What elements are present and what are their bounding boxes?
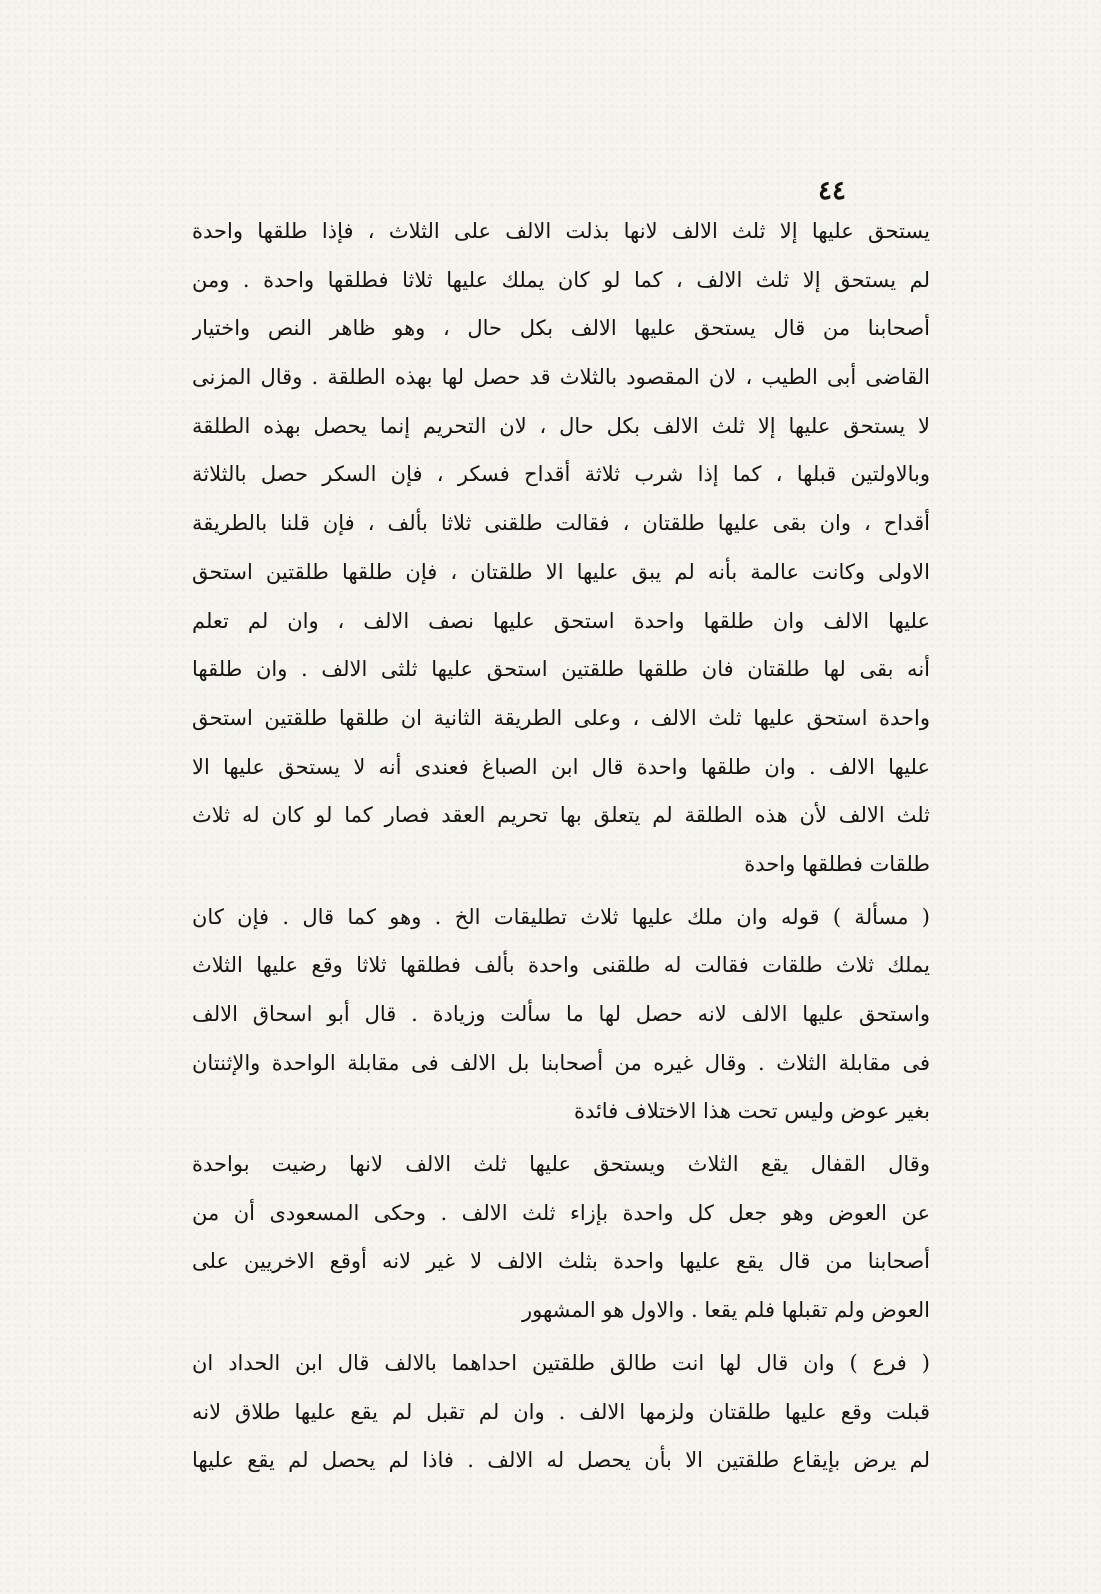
text-line: أقداح ، وان بقى عليها طلقتان ، فقالت طلقنى ثلاثا بألف ، فإن قلنا بالطريقة (192, 511, 930, 536)
paragraph (192, 893, 930, 1136)
paragraph (192, 1140, 930, 1335)
main-text (192, 207, 930, 1485)
text-line: يملك ثلاث طلقات فقالت له طلقنى واحدة بألف فطلقها ثلاثا وقع عليها الثلاث (192, 953, 930, 978)
text-line: الاولى وكانت عالمة بأنه لم يبق عليها الا طلقتان ، فإن طلقها طلقتين استحق (192, 559, 930, 584)
text-line: لم يستحق إلا ثلث الالف ، كما لو كان يملك عليها ثلاثا فطلقها واحدة . ومن (192, 267, 930, 292)
text-line: وقال القفال يقع الثلاث ويستحق عليها ثلث الالف لانها رضيت بواحدة (192, 1152, 930, 1177)
text-line: العوض ولم تقبلها فلم يقعا . والاول هو المشهور (521, 1298, 930, 1323)
text-line: فى مقابلة الثلاث . وقال غيره من أصحابنا بل الالف فى مقابلة الواحدة والإثنتان (192, 1050, 930, 1075)
text-line: لا يستحق عليها إلا ثلث الالف بكل حال ، لان التحريم إنما يحصل بهذه الطلقة (192, 413, 930, 438)
text-line: واحدة استحق عليها ثلث الالف ، وعلى الطريقة الثانية ان طلقها طلقتين استحق (192, 705, 930, 730)
text-line: أصحابنا من قال يقع عليها واحدة بثلث الالف لا غير لانه أوقع الاخريين على (192, 1249, 930, 1274)
text-line: لم يرض بإيقاع طلقتين الا بأن يحصل له الالف . فاذا لم يحصل لم يقع عليها (192, 1448, 930, 1473)
text-line: أنه بقى لها طلقتان فان طلقها طلقتين استحق عليها ثلثى الالف . وان طلقها (192, 657, 930, 682)
text-line: ( فرع ) وان قال لها انت طالق طلقتين احداهما بالالف قال ابن الحداد ان (192, 1350, 930, 1375)
text-line: القاضى أبى الطيب ، لان المقصود بالثلاث قد حصل لها بهذه الطلقة . وقال المزنى (192, 365, 930, 390)
text-line: وبالاولتين قبلها ، كما إذا شرب ثلاثة أقداح فسكر ، فإن السكر حصل بالثلاثة (192, 462, 930, 487)
text-line: واستحق عليها الالف لانه حصل لها ما سألت وزيادة . قال أبو اسحاق الالف (192, 1002, 930, 1026)
paragraph (192, 1339, 930, 1485)
text-line: قبلت وقع عليها طلقتان ولزمها الالف . وان لم تقبل لم يقع عليها طلاق لانه (192, 1399, 930, 1424)
page-number: ٤٤ (818, 176, 846, 206)
text-line: عن العوض وهو جعل كل واحدة بإزاء ثلث الالف . وحكى المسعودى أن من (192, 1200, 930, 1225)
text-line: عليها الالف وان طلقها واحدة استحق عليها نصف الالف ، وان لم تعلم (192, 608, 930, 633)
paragraph (192, 207, 930, 889)
text-line: ثلث الالف لأن هذه الطلقة لم يتعلق بها تحريم العقد فصار كما لو كان له ثلاث (192, 803, 930, 828)
text-line: عليها الالف . وان طلقها واحدة قال ابن الصباغ فعندى أنه لا يستحق عليها الا (192, 754, 930, 779)
text-line: أصحابنا من قال يستحق عليها الالف بكل حال ، وهو ظاهر النص واختيار (192, 316, 930, 341)
text-line: بغير عوض وليس تحت هذا الاختلاف فائدة (573, 1099, 930, 1124)
text-line: ( مسألة ) قوله وان ملك عليها ثلاث تطليقات الخ . وهو كما قال . فإن كان (192, 904, 930, 929)
text-line: يستحق عليها إلا ثلث الالف لانها بذلت الالف على الثلاث ، فإذا طلقها واحدة (192, 219, 930, 243)
text-line: طلقات فطلقها واحدة (744, 851, 930, 876)
